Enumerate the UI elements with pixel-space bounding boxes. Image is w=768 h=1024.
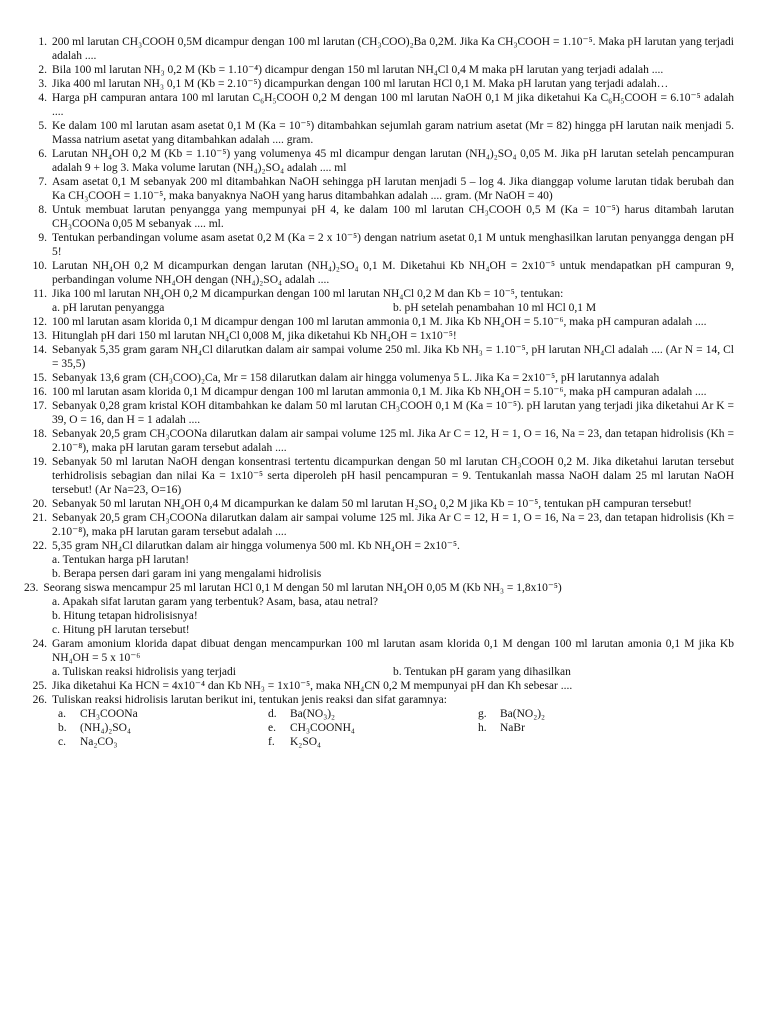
- question-number: 23.: [24, 582, 39, 594]
- question-item: [24, 343, 734, 371]
- q26-item: [52, 721, 262, 735]
- question-number: 11.: [33, 288, 47, 300]
- question-number: 21.: [32, 512, 47, 524]
- question-text: Jika 400 ml larutan NH₃ 0,1 M (Kb = 2.10⁻⁵) dicampurkan dengan 100 ml larutan HCl 0,1 M. Maka pH larutan yang terjadi adalah…: [52, 78, 669, 90]
- question-text: Untuk membuat larutan penyangga yang mempunyai pH 4, ke dalam 100 ml larutan CH₃COOH 0,5 M (Ka = 10⁻⁵) harus ditambah larutan CH₃COONa 0,05 M sebanyak .... ml.: [52, 204, 734, 230]
- question-item: [24, 427, 734, 455]
- question-text: Hitunglah pH dari 150 ml larutan NH₄Cl 0,008 M, jika diketahui Kb NH₄OH = 1x10⁻⁵!: [52, 330, 457, 342]
- question-text: Sebanyak 20,5 gram CH₃COONa dilarutkan dalam air sampai volume 125 ml. Jika Ar C = 12, H = 1, O = 16, Na = 23, dan tetapan hidrolisis (Kh = 2.10⁻⁸), maka pH larutan garam tersebut adalah ....: [52, 512, 734, 538]
- subpart-item: c. Hitung pH larutan tersebut!: [52, 624, 190, 636]
- q26-items-grid: [24, 707, 734, 749]
- question-number: 15.: [32, 372, 47, 384]
- question-number: 16.: [32, 386, 47, 398]
- question-item: [24, 231, 734, 259]
- question-text: Sebanyak 20,5 gram CH₃COONa dilarutkan dalam air sampai volume 125 ml. Jika Ar C = 12, H = 1, O = 16, Na = 23, dan tetapan hidrolisis (Kh = 2.10⁻⁸), maka pH larutan garam tersebut adalah ....: [52, 428, 734, 454]
- question-item: [24, 119, 734, 147]
- subpart-item: a. Tentukan harga pH larutan!: [52, 554, 190, 566]
- question-item: [24, 511, 734, 539]
- subpart-item: b. Tentukan pH garam yang dihasilkan: [393, 666, 571, 678]
- question-text: Garam amonium klorida dapat dibuat dengan mencampurkan 100 ml larutan asam klorida 0,1 M dengan 100 ml larutan amonia 0,1 M jika Kb NH₄OH = 5 x 10⁻⁶: [52, 638, 734, 664]
- q26-item-letter: h.: [478, 722, 487, 734]
- question-subparts: [24, 301, 734, 315]
- question-item: [24, 175, 734, 203]
- subpart-item: a. Tuliskan reaksi hidrolisis yang terjadi: [52, 666, 236, 678]
- question-item: [24, 455, 734, 497]
- question-text: 5,35 gram NH₄Cl dilarutkan dalam air hingga volumenya 500 ml. Kb NH₄OH = 2x10⁻⁵.: [52, 540, 460, 552]
- question-item: [24, 497, 734, 511]
- q26-item-letter: f.: [268, 736, 275, 748]
- q26-item: [52, 735, 262, 749]
- q26-item: [52, 707, 262, 721]
- question-text: Ke dalam 100 ml larutan asam asetat 0,1 M (Ka = 10⁻⁵) ditambahkan sejumlah garam natrium asetat (Mr = 82) hingga pH larutan naik menjadi 5. Massa natrium asetat yang ditambahkan adalah .... gram.: [52, 120, 734, 146]
- question-item: [24, 693, 734, 707]
- question-item: [24, 539, 734, 553]
- question-text: 200 ml larutan CH₃COOH 0,5M dicampur dengan 100 ml larutan (CH₃COO)₂Ba 0,2M. Jika Ka CH₃COOH = 1.10⁻⁵. Maka pH larutan yang terjadi adalah ....: [52, 36, 734, 62]
- q26-item-formula: NaBr: [500, 722, 525, 734]
- question-number: 5.: [38, 120, 47, 132]
- q26-item-formula: (NH₄)₂SO₄: [80, 722, 131, 734]
- q26-item: [472, 707, 672, 721]
- question-number: 7.: [38, 176, 47, 188]
- question-text: 100 ml larutan asam klorida 0,1 M dicampur dengan 100 ml larutan ammonia 0,1 M. Jika Kb NH₄OH = 5.10⁻⁶, maka pH campuran adalah ....: [52, 386, 707, 398]
- question-number: 3.: [38, 78, 47, 90]
- question-item: [24, 581, 734, 595]
- q26-item: [472, 721, 672, 735]
- question-item: [24, 91, 734, 119]
- q26-item-letter: a.: [58, 708, 66, 720]
- question-text: Seorang siswa mencampur 25 ml larutan HCl 0,1 M dengan 50 ml larutan NH₄OH 0,05 M (Kb NH₃ = 1,8x10⁻⁵): [43, 582, 562, 594]
- question-text: Sebanyak 13,6 gram (CH₃COO)₂Ca, Mr = 158 dilarutkan dalam air hingga volumenya 5 L. Jika Ka = 2x10⁻⁵, pH larutannya adalah: [52, 372, 660, 384]
- question-text: Sebanyak 50 ml larutan NaOH dengan konsentrasi tertentu dicampurkan dengan 50 ml larutan CH₃COOH 0,2 M. Jika diketahui larutan tersebut terhidrolisis sebagian dan nilai Ka = 1x10⁻⁵ serta diperoleh pH hasil pencampuran = 9. Tentukanlah massa NaOH dalam 25 ml larutan NaOH tersebut! (Ar Na=23, O=16): [52, 456, 734, 496]
- question-text: Sebanyak 0,28 gram kristal KOH ditambahkan ke dalam 50 ml larutan CH₃COOH 0,1 M (Ka = 10⁻⁵). pH larutan yang terjadi jika diketahui Ar K = 39, O = 16, dan H = 1 adalah ....: [52, 400, 734, 426]
- question-text: Jika 100 ml larutan NH₄OH 0,2 M dicampurkan dengan 100 ml larutan NH₄Cl 0,2 M dan Kb = 10⁻⁵, tentukan:: [52, 288, 564, 300]
- question-item: [24, 399, 734, 427]
- question-number: 14.: [32, 344, 47, 356]
- question-number: 1.: [38, 36, 47, 48]
- question-text: Jika diketahui Ka HCN = 4x10⁻⁴ dan Kb NH₃ = 1x10⁻⁵, maka NH₄CN 0,2 M mempunyai pH dan Kh sebesar ....: [52, 680, 573, 692]
- subpart-item: a. Apakah sifat larutan garam yang terbentuk? Asam, basa, atau netral?: [52, 596, 379, 608]
- question-text: Sebanyak 5,35 gram garam NH₄Cl dilarutkan dalam air sampai volume 250 ml. Jika Kb NH₃ = 1.10⁻⁵, pH larutan NH₄Cl adalah .... (Ar N = 14, Cl = 35,5): [52, 344, 734, 370]
- question-number: 17.: [32, 400, 47, 412]
- question-item: [24, 203, 734, 231]
- subpart-item: b. Hitung tetapan hidrolisisnya!: [52, 610, 198, 622]
- question-item: [24, 77, 734, 91]
- question-item: [24, 63, 734, 77]
- question-text: Larutan NH₄OH 0,2 M (Kb = 1.10⁻⁵) yang volumenya 45 ml dicampur dengan larutan (NH₄)₂SO₄ 0,05 M. Jika pH larutan setelah pencampuran adalah 9 + log 3. Maka volume larutan (NH₄)₂SO₄ adalah .... ml: [52, 148, 734, 174]
- question-item: [24, 147, 734, 175]
- q26-item-formula: CH₃COONa: [80, 708, 138, 720]
- question-number: 25.: [32, 680, 47, 692]
- question-item: [24, 35, 734, 63]
- subpart-item: a. pH larutan penyangga: [52, 302, 165, 314]
- q26-item: [262, 735, 472, 749]
- question-item: [24, 315, 734, 329]
- q26-item-formula: Ba(NO₃)₂: [290, 708, 336, 720]
- question-number: 9.: [38, 232, 47, 244]
- question-number: 22.: [32, 540, 47, 552]
- q26-item-formula: Ba(NO₂)₂: [500, 708, 546, 720]
- question-item: [24, 259, 734, 287]
- question-number: 2.: [38, 64, 47, 76]
- question-subparts: [24, 665, 734, 679]
- question-number: 18.: [32, 428, 47, 440]
- q26-item: [262, 707, 472, 721]
- question-text: Tentukan perbandingan volume asam asetat 0,2 M (Ka = 2 x 10⁻⁵) dengan natrium asetat 0,1 M untuk menghasilkan larutan penyangga dengan pH 5!: [52, 232, 734, 258]
- q26-item-letter: e.: [268, 722, 276, 734]
- question-number: 13.: [32, 330, 47, 342]
- question-text: Sebanyak 50 ml larutan NH₄OH 0,4 M dicampurkan ke dalam 50 ml larutan H₂SO₄ 0,2 M jika Kb = 10⁻⁵, tentukan pH campuran tersebut!: [52, 498, 692, 510]
- question-text: Bila 100 ml larutan NH₃ 0,2 M (Kb = 1.10⁻⁴) dicampur dengan 150 ml larutan NH₄Cl 0,4 M maka pH larutan yang terjadi adalah ....: [52, 64, 664, 76]
- question-number: 20.: [32, 498, 47, 510]
- q26-item: [262, 721, 472, 735]
- subpart-item: b. pH setelah penambahan 10 ml HCl 0,1 M: [393, 302, 597, 314]
- question-text: Asam asetat 0,1 M sebanyak 200 ml ditambahkan NaOH sehingga pH larutan menjadi 5 – log 4. Jika dianggap volume larutan tidak berubah dan Ka CH₃COOH = 1.10⁻⁵, maka banyaknya NaOH yang harus ditambahkan adalah .... gram. (Mr NaOH = 40): [52, 176, 734, 202]
- question-item: [24, 385, 734, 399]
- q26-item-letter: c.: [58, 736, 66, 748]
- question-text: Harga pH campuran antara 100 ml larutan C₆H₅COOH 0,2 M dengan 100 ml larutan NaOH 0,1 M jika diketahui Ka C₆H₅COOH = 6.10⁻⁵ adalah ....: [52, 92, 734, 118]
- q26-item: [472, 735, 672, 749]
- q26-item-letter: b.: [58, 722, 67, 734]
- question-number: 12.: [32, 316, 47, 328]
- question-item: [24, 679, 734, 693]
- question-text: Larutan NH₄OH 0,2 M dicampurkan dengan larutan (NH₄)₂SO₄ 0,1 M. Diketahui Kb NH₄OH = 2x10⁻⁵ untuk mendapatkan pH campuran 9, perbandingan volume NH₄OH dengan (NH₄)₂SO₄ adalah ....: [52, 260, 734, 286]
- question-number: 6.: [38, 148, 47, 160]
- question-item: [24, 637, 734, 665]
- question-number: 4.: [38, 92, 47, 104]
- q26-item-letter: d.: [268, 708, 277, 720]
- question-number: 26.: [32, 694, 47, 706]
- question-number: 10.: [32, 260, 47, 272]
- question-text: Tuliskan reaksi hidrolisis larutan berikut ini, tentukan jenis reaksi dan sifat garamnya:: [52, 694, 447, 706]
- q26-item-formula: Na₂CO₃: [80, 736, 118, 748]
- question-number: 8.: [38, 204, 47, 216]
- question-item: [24, 287, 734, 301]
- question-item: [24, 371, 734, 385]
- question-number: 24.: [32, 638, 47, 650]
- question-number: 19.: [32, 456, 47, 468]
- question-list: [24, 35, 734, 707]
- q26-item-formula: CH₃COONH₄: [290, 722, 355, 734]
- q26-item-formula: K₂SO₄: [290, 736, 322, 748]
- subpart-item: b. Berapa persen dari garam ini yang mengalami hidrolisis: [52, 568, 322, 580]
- question-item: [24, 329, 734, 343]
- question-text: 100 ml larutan asam klorida 0,1 M dicampur dengan 100 ml larutan ammonia 0,1 M. Jika Kb NH₄OH = 5.10⁻⁶, maka pH campuran adalah ....: [52, 316, 707, 328]
- q26-item-letter: g.: [478, 708, 487, 720]
